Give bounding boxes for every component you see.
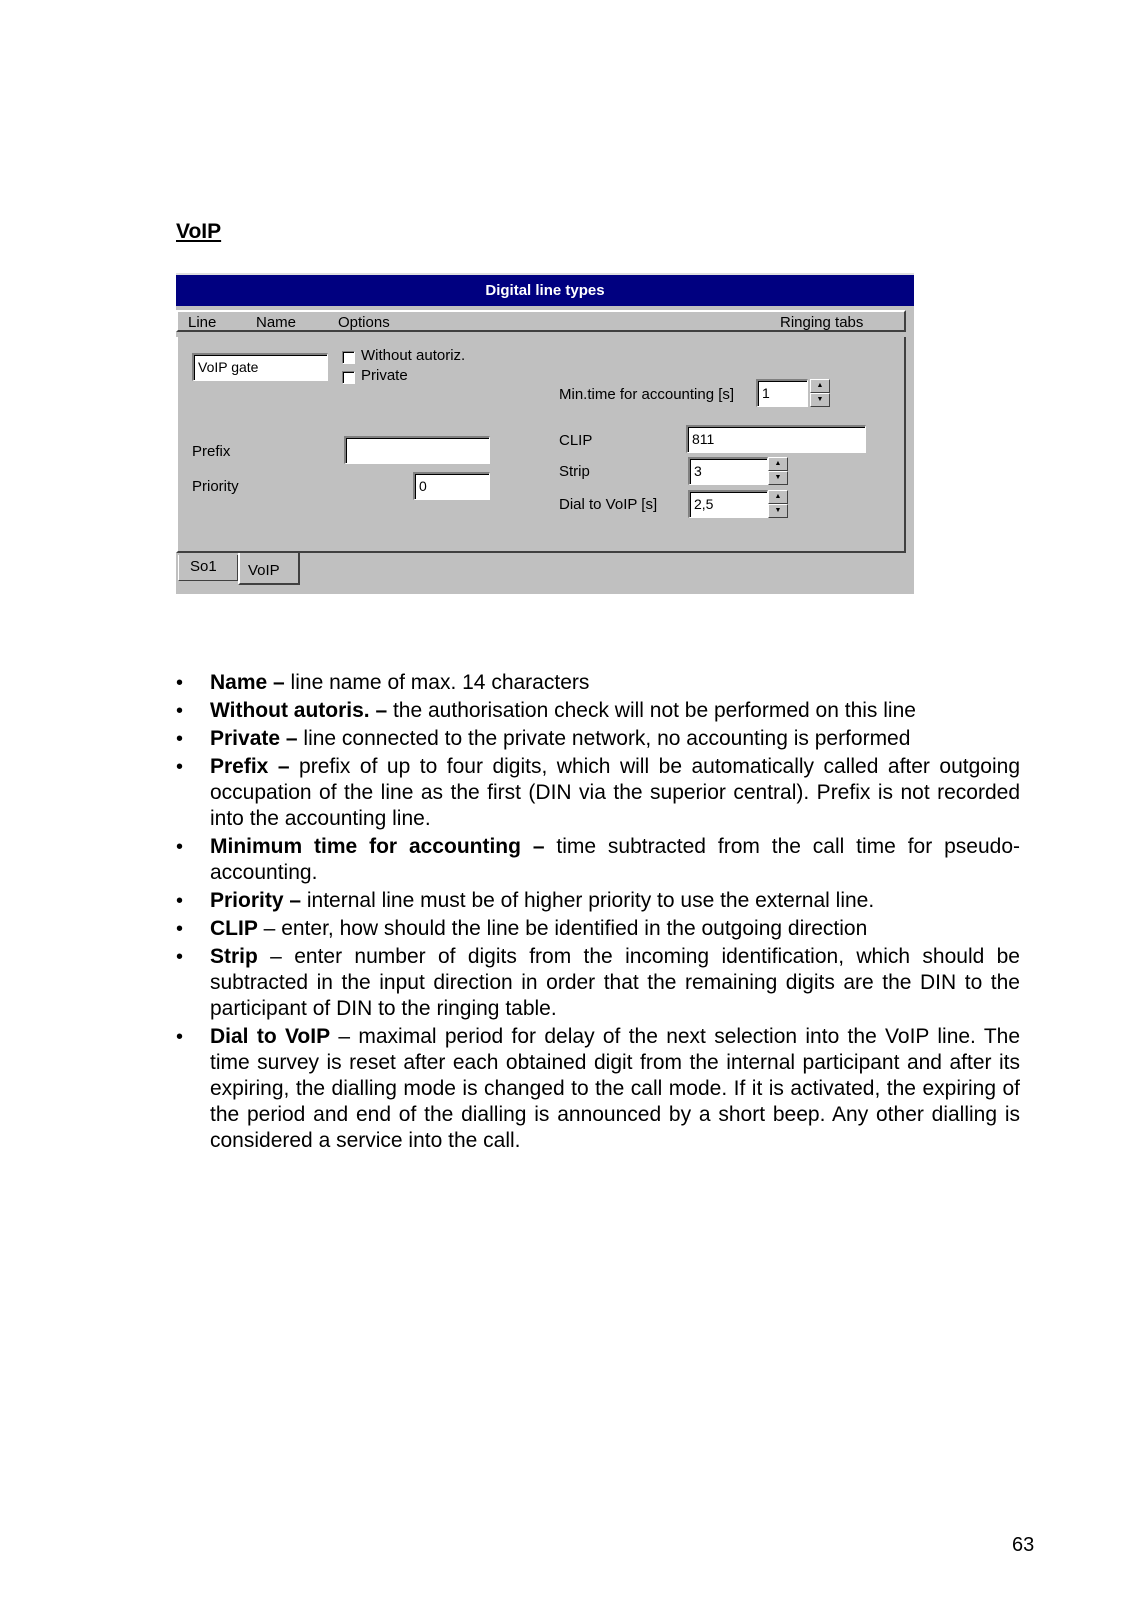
bottom-tab-strip — [176, 553, 914, 594]
clip-label: CLIP — [559, 432, 593, 449]
column-options: Options — [338, 314, 390, 331]
spinner-down-icon[interactable]: ▼ — [810, 393, 830, 407]
section-heading: VoIP — [176, 220, 222, 243]
term: Priority – — [210, 889, 302, 912]
spinner-up-icon[interactable]: ▲ — [768, 490, 788, 504]
tab-so1[interactable]: So1 — [178, 555, 238, 581]
list-item — [176, 698, 1020, 724]
column-name: Name — [256, 314, 297, 331]
description: line connected to the private network, no accounting is performed — [297, 727, 911, 750]
clip-input[interactable]: 811 — [686, 425, 866, 453]
strip-label: Strip — [559, 463, 590, 480]
field-descriptions-list — [176, 670, 1020, 1156]
term: Dial to VoIP — [210, 1025, 331, 1048]
list-item — [176, 834, 1020, 886]
description: – enter number of digits from the incoming identification, which should be subtracted in the input direction in order that the remaining digits are the DIN to the participant of DIN to the ringing table. — [210, 945, 1020, 1020]
strip-spinner[interactable] — [768, 457, 788, 485]
list-item — [176, 670, 1020, 696]
dial-to-voip-label: Dial to VoIP [s] — [559, 496, 658, 513]
column-line: Line — [188, 314, 217, 331]
min-time-input[interactable]: 1 — [756, 379, 808, 407]
column-ringing-tabs: Ringing tabs — [780, 314, 864, 331]
list-item — [176, 1024, 1020, 1154]
private-label: Private — [361, 367, 408, 384]
list-item — [176, 944, 1020, 1022]
strip-input[interactable]: 3 — [688, 457, 768, 485]
priority-label: Priority — [192, 478, 239, 495]
term: Without autoris. – — [210, 699, 388, 722]
column-header — [176, 310, 906, 332]
digital-line-types-dialog — [176, 273, 914, 594]
without-autoriz-checkbox[interactable] — [342, 351, 355, 364]
spinner-up-icon[interactable]: ▲ — [768, 457, 788, 471]
description: the authorisation check will not be performed on this line — [387, 699, 916, 722]
spinner-down-icon[interactable]: ▼ — [768, 471, 788, 485]
term: Strip — [210, 945, 258, 968]
list-item — [176, 888, 1020, 914]
dial-to-voip-input[interactable]: 2,5 — [688, 490, 768, 518]
term: Minimum time for accounting – — [210, 835, 545, 858]
priority-input[interactable]: 0 — [413, 472, 490, 500]
page-number: 63 — [1012, 1534, 1035, 1556]
tab-voip[interactable]: VoIP — [238, 553, 300, 585]
term: Private – — [210, 727, 298, 750]
line-name-input[interactable]: VoIP gate — [192, 353, 328, 381]
term: Prefix – — [210, 755, 290, 778]
line-settings-panel — [176, 337, 906, 553]
private-checkbox[interactable] — [342, 371, 355, 384]
prefix-label: Prefix — [192, 443, 231, 460]
list-item — [176, 754, 1020, 832]
description: time subtracted from the call time for pseudo-accounting. — [210, 835, 1020, 884]
list-item — [176, 916, 1020, 942]
min-time-spinner[interactable] — [810, 379, 830, 407]
description: prefix of up to four digits, which will be automatically called after outgoing occupation of the line as the first (DIN via the superior central). Prefix is not recorded into the accounting line. — [210, 755, 1020, 830]
dialog-title: Digital line types — [176, 275, 914, 306]
min-time-label: Min.time for accounting [s] — [559, 386, 735, 403]
description: internal line must be of higher priority to use the external line. — [301, 889, 875, 912]
description: – enter, how should the line be identified in the outgoing direction — [257, 917, 868, 940]
without-autoriz-label: Without autoriz. — [361, 347, 466, 364]
dial-to-voip-spinner[interactable] — [768, 490, 788, 518]
spinner-down-icon[interactable]: ▼ — [768, 504, 788, 518]
term: CLIP — [210, 917, 258, 940]
description: line name of max. 14 characters — [284, 671, 590, 694]
term: Name – — [210, 671, 285, 694]
list-item — [176, 726, 1020, 752]
prefix-input[interactable] — [344, 436, 490, 464]
description: – maximal period for delay of the next selection into the VoIP line. The time survey is reset after each obtained digit from the internal participant and after its expiring, the dialling mode is changed to the call mode. If it is activated, the expiring of the period and end of the dialling is announced by a short beep. Any other dialling is considered a service into the call. — [210, 1025, 1020, 1152]
spinner-up-icon[interactable]: ▲ — [810, 379, 830, 393]
